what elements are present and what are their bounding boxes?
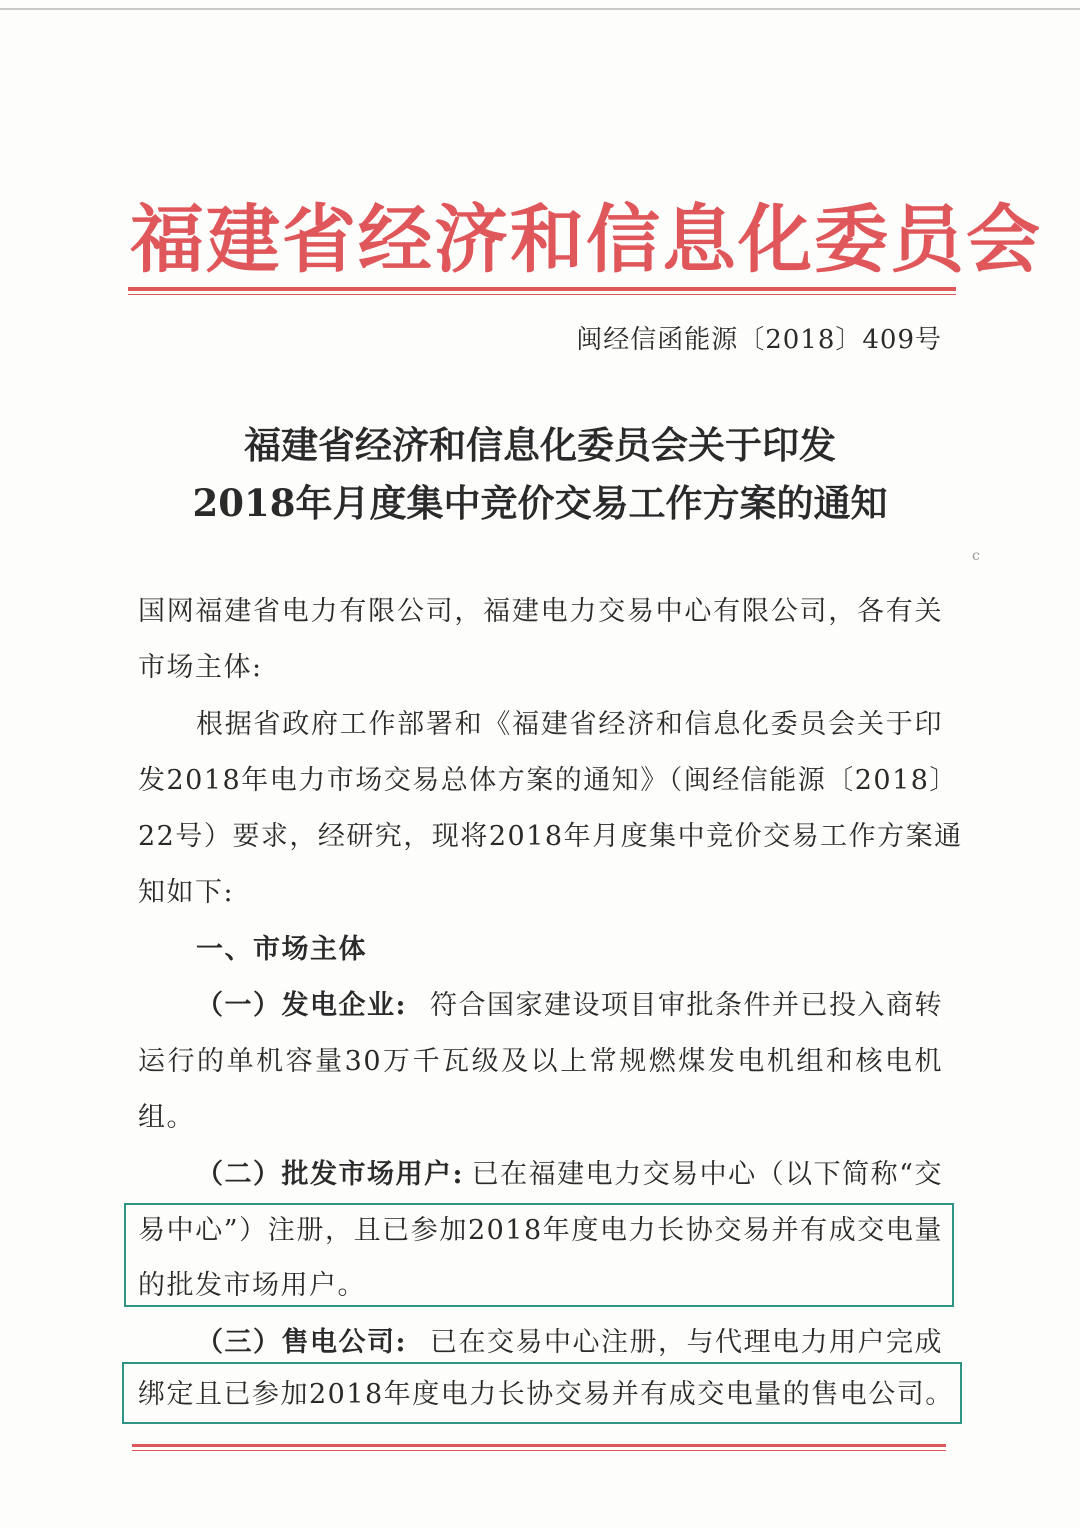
item3-label: （三）售电公司:: [196, 1327, 407, 1358]
addressee-line-2: 市场主体:: [138, 652, 263, 683]
letterhead-org-name: 福建省经济和信息化委员会: [130, 197, 1042, 283]
letterhead-red-rule-thin: [128, 294, 956, 295]
scan-edge-line: [0, 8, 1080, 10]
document-title-line-1: 福建省经济和信息化委员会关于印发: [244, 423, 836, 467]
para1-line-3: 22号）要求，经研究，现将2018年月度集中竞价交易工作方案通: [138, 821, 963, 852]
para1-line-4: 知如下:: [138, 877, 235, 908]
item2-line-2: 易中心”）注册，且已参加2018年度电力长协交易并有成交电量: [138, 1215, 943, 1246]
item3-line-1: [196, 1323, 943, 1363]
para1-line-2: 发2018年电力市场交易总体方案的通知》（闽经信能源〔2018〕: [138, 765, 958, 796]
item1-line-2: 运行的单机容量30万千瓦级及以上常规燃煤发电机组和核电机: [138, 1046, 943, 1077]
item3-text-1: 已在交易中心注册，与代理电力用户完成: [430, 1327, 943, 1358]
footer-red-rule: [132, 1444, 946, 1447]
item2-label: （二）批发市场用户:: [196, 1159, 464, 1190]
document-title-line-2: 2018年月度集中竞价交易工作方案的通知: [192, 481, 888, 525]
item3-line-2: 绑定且已参加2018年度电力长协交易并有成交电量的售电公司。: [138, 1379, 954, 1410]
para1-line-1: 根据省政府工作部署和《福建省经济和信息化委员会关于印: [196, 709, 943, 740]
item2-text-1: 已在福建电力交易中心（以下简称“交: [471, 1159, 943, 1190]
item1-line-3: 组。: [138, 1102, 195, 1133]
item1-label: （一）发电企业:: [196, 990, 407, 1021]
letterhead-red-rule: [128, 287, 956, 291]
addressee-line-1: 国网福建省电力有限公司，福建电力交易中心有限公司，各有关: [138, 596, 943, 627]
scan-mark: ⅽ: [972, 548, 980, 564]
footer-red-rule-thin: [132, 1450, 946, 1451]
item1-text-1: 符合国家建设项目审批条件并已投入商转: [430, 990, 943, 1021]
item1-line-1: [196, 986, 943, 1026]
section1-heading: 一、市场主体: [196, 934, 367, 965]
document-number: 闽经信函能源〔2018〕409号: [576, 325, 942, 355]
item2-line-3: 的批发市场用户。: [138, 1270, 366, 1301]
item2-line-1: [196, 1155, 943, 1195]
